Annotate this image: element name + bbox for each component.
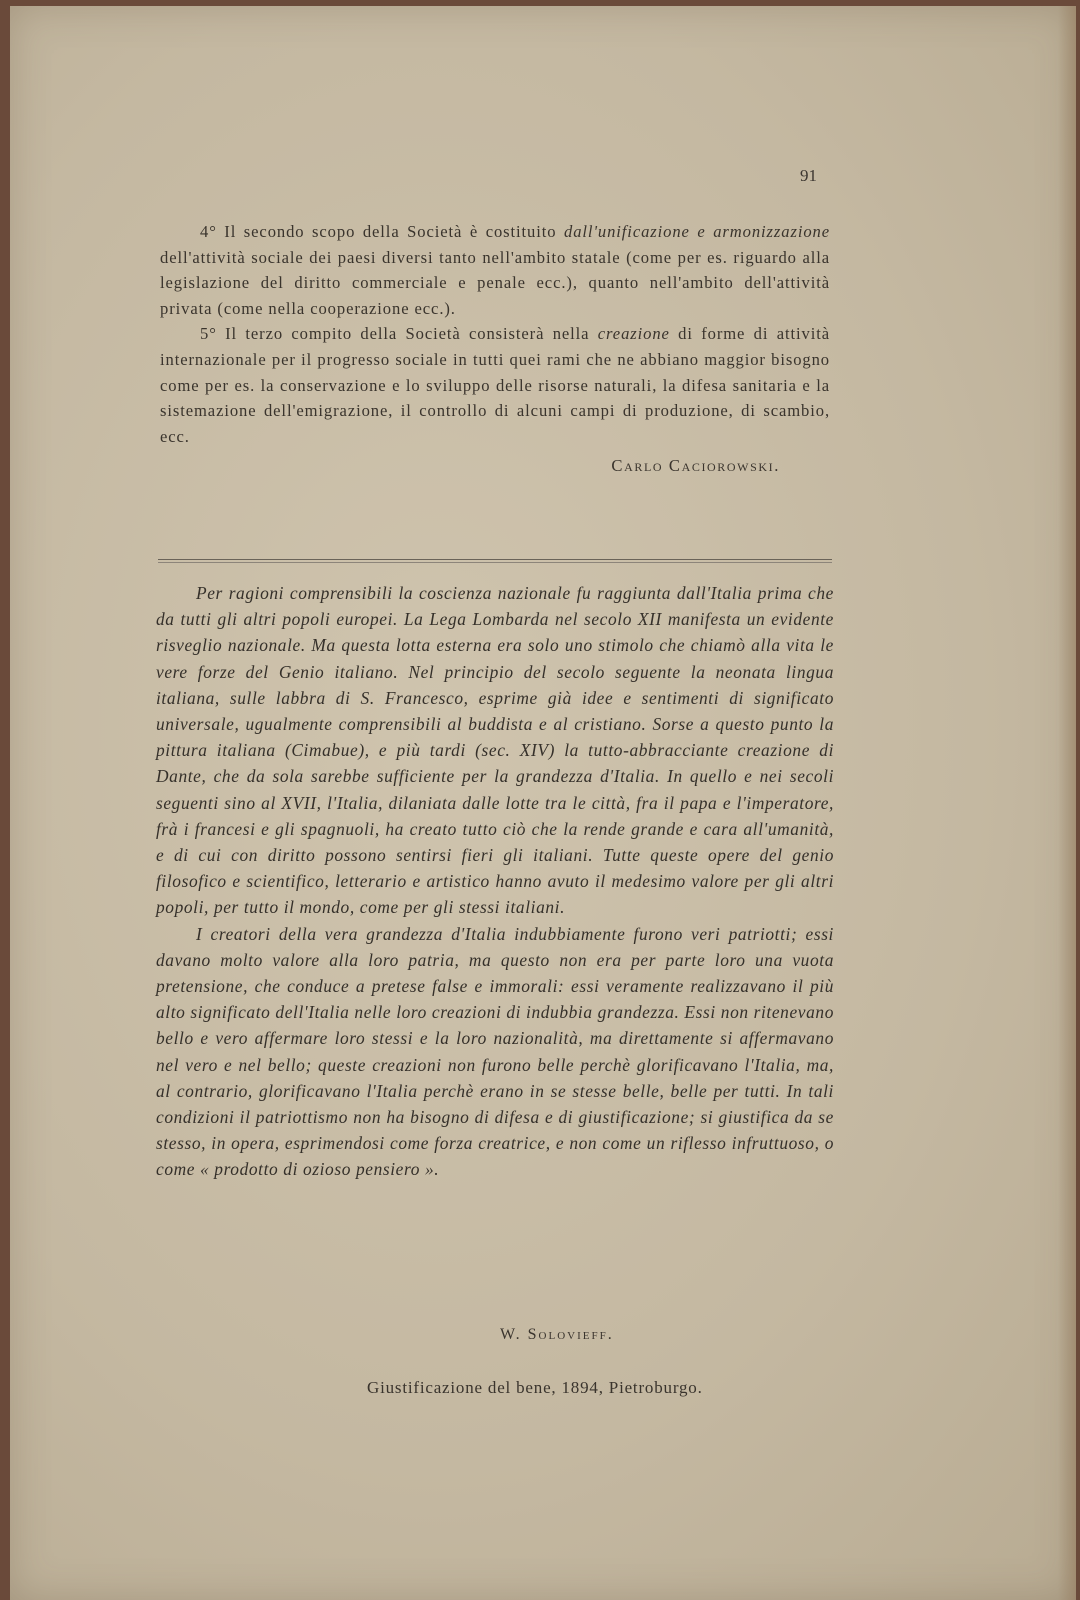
- quote-signature: W. Solovieff.: [500, 1326, 614, 1343]
- author-signature: Carlo Caciorowski.: [611, 456, 780, 476]
- quote-paragraph-2: I creatori della vera grandezza d'Italia indubbiamente furono veri patriotti; essi davano molto valore alla loro patria, ma questo non era per parte loro una vuota pretensione, che conduce a pretese false e immorali: essi veramente realizzavano il più alto significato dell'Italia nelle loro creazioni di indubbia grandezza. Essi non ritenevano bello e vero affermare loro stessi e la loro nazionalità, ma direttamente si affermavano nel vero e nel bello; queste creazioni non furono belle perchè glorificavano l'Italia, ma, al contrario, glorificavano l'Italia perchè erano in se stesse belle, belle per tutti. In tali condizioni il patriottismo non ha bisogno di difesa e di giustificazione; si giustifica da se stesso, in opera, esprimendosi come forza creatrice, e non come un riflesso infruttuoso, o come « prodotto di ozioso pensiero ».: [156, 923, 834, 1180]
- section-divider: [158, 559, 832, 563]
- quote-paragraph-1: Per ragioni comprensibili la coscienza nazionale fu raggiunta dall'Italia prima che da tutti gli altri popoli europei. La Lega Lombarda nel secolo XII manifesta un evidente risveglio nazionale. Ma questa lotta esterna era solo uno stimolo che chiamò alla vita le vere forze del Genio italiano. Nel principio del secolo seguente la neonata lingua italiana, sulle labbra di S. Francesco, esprime già idee e sentimenti di significato universale, ugualmente comprensibili al buddista e al cristiano. Sorse a questo punto la pittura italiana (Cimabue), e più tardi (sec. XIV) la tutto-abbracciante creazione di Dante, che da sola sarebbe sufficiente per la grandezza d'Italia. In quello e nei secoli seguenti sino al XVII, l'Italia, dilaniata dalle lotte tra le città, fra il papa e l'imperatore, frà i francesi e gli spagnuoli, ha creato tutto ciò che la rende grande e cara all'umanità, e di cui con diritto possono sentirsi fieri gli italiani. Tutte queste opere del genio filosofico e scientifico, letterario e artistico hanno avuto il medesimo valore per gli altri popoli, per tutto il mondo, come per gli stessi italiani.: [156, 583, 834, 918]
- page-number: 91: [800, 166, 817, 185]
- paragraph-goal-4: 4° Il secondo scopo della Società è costituito dall'unificazione e armonizzazione dell'attività sociale dei paesi diversi tanto nell'ambito statale (come per es. riguardo alla legislazione del diritto commerciale e penale ecc.), quanto nell'ambito dell'attività privata (come nella cooperazione ecc.).: [160, 222, 830, 318]
- solovieff-quote: [156, 580, 834, 1183]
- society-goals-section: [160, 219, 830, 479]
- document-page: [10, 6, 1076, 1600]
- quote-source: Giustificazione del bene, 1894, Pietroburgo.: [367, 1378, 703, 1397]
- paragraph-goal-5: 5° Il terzo compito della Società consisterà nella creazione di forme di attività internazionale per il progresso sociale in tutti quei rami che ne abbiano maggior bisogno come per es. la conservazione e lo sviluppo delle risorse naturali, la difesa sanitaria e la sistemazione dell'emigrazione, il controllo di alcuni campi di produzione, di scambio, ecc.: [160, 324, 831, 446]
- page-edge-shadow: [1058, 6, 1076, 1600]
